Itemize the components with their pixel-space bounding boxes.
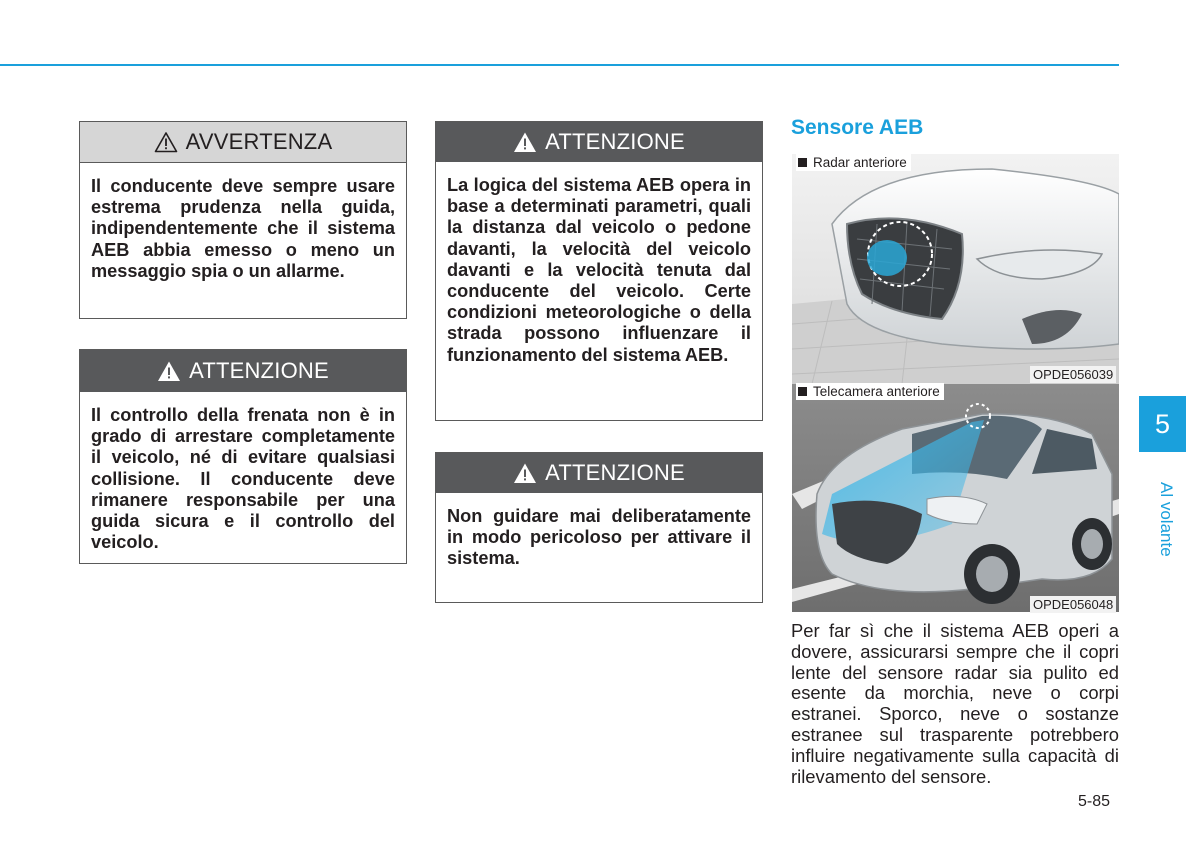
warning-box-header [80,122,406,163]
radar-figure-label-text: Radar anteriore [813,155,907,170]
camera-figure-label-text: Telecamera anteriore [813,384,940,399]
camera-figure-code: OPDE056048 [1030,596,1116,613]
warning-filled-icon [513,462,537,484]
warning-box [79,121,407,319]
section-body-text: Per far sì che il sistema AEB operi a dovere, assicurarsi sempre che il copri lente del sensore radar sia pulito ed esente da morchia, neve o corpi estranei. Sporco, neve o sostanze estranee sul trasparente potrebbero influire negativamente sulla capacità di rilevamento del sensore. [791,620,1119,787]
top-rule [0,64,1119,66]
caution-box-1-header [80,350,406,392]
caution-box-2-header [436,122,762,162]
radar-figure-code: OPDE056039 [1030,366,1116,383]
warning-box-title: AVVERTENZA [185,129,333,154]
chapter-name: Al volante [1157,482,1176,557]
caution-box-1 [79,349,407,564]
caution-box-2 [435,121,763,421]
radar-figure-label [796,154,911,171]
chapter-number-tab: 5 [1139,396,1186,452]
bullet-square-icon [798,387,807,396]
caution-box-3 [435,452,763,603]
radar-figure [792,154,1119,384]
camera-figure-label [796,383,944,400]
caution-box-1-text: Il controllo della frenata non è in grado di arrestare completamente il veicolo, né di evitare qualsiasi collisione. Il conducente deve rimanere responsabile per una guida sicura e il controllo del veicolo. [91,405,395,553]
warning-box-text: Il conducente deve sempre usare estrema prudenza nella guida, indipendentemente che il sistema AEB abbia emesso o meno un messaggio spia o un allarme. [91,176,395,281]
caution-box-3-text: Non guidare mai deliberatamente in modo pericoloso per attivare il sistema. [447,506,751,569]
radar-car-illustration [792,154,1119,384]
page-number: 5-85 [1078,793,1111,810]
warning-outline-icon [154,131,178,153]
camera-figure [792,384,1119,612]
caution-box-3-header [436,453,762,493]
bullet-square-icon [798,158,807,167]
section-title: Sensore AEB [791,116,924,139]
caution-box-2-text: La logica del sistema AEB opera in base a determinati parametri, quali la distanza dal veicolo o pedone davanti, la velocità del veicolo davanti e la velocità tenuta dal conducente del veicolo. Certe condizioni meteorologiche o della strada possono influenzare il funzionamento del sistema AEB. [447,175,751,365]
warning-filled-icon [513,131,537,153]
caution-box-3-title: ATTENZIONE [545,460,685,485]
camera-car-illustration [792,384,1119,612]
warning-filled-icon [157,360,181,382]
caution-box-2-title: ATTENZIONE [545,129,685,154]
caution-box-1-title: ATTENZIONE [189,358,329,383]
